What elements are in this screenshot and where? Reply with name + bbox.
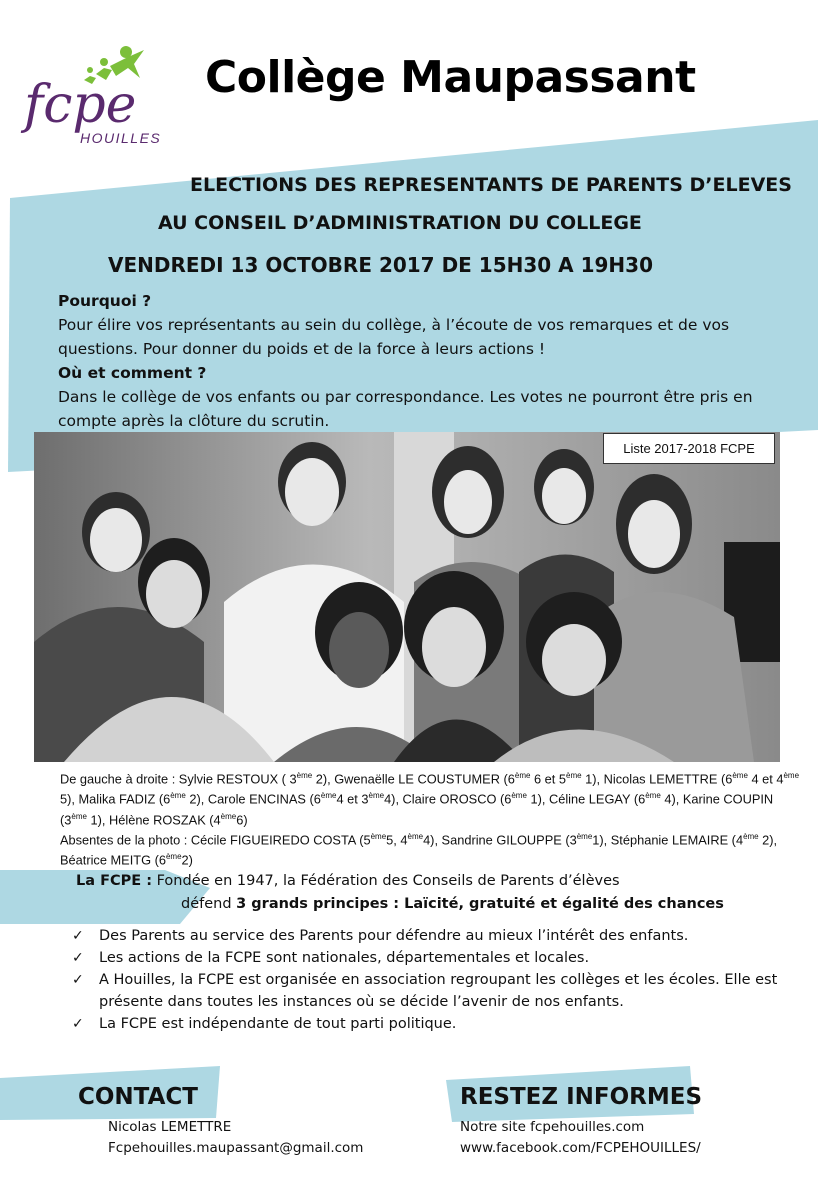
svg-text:fcpe: fcpe: [24, 75, 137, 135]
date-heading: VENDREDI 13 OCTOBRE 2017 DE 15H30 A 19H30: [108, 253, 653, 277]
list-item: ✓ Les actions de la FCPE sont nationales, départementales et locales.: [72, 947, 812, 969]
photo-tag: Liste 2017-2018 FCPE: [603, 433, 775, 464]
list-item: ✓ Des Parents au service des Parents pour défendre au mieux l’intérêt des enfants.: [72, 925, 812, 947]
fcpe-bullets: [72, 925, 812, 1035]
caption-line-present: De gauche à droite : Sylvie RESTOUX ( 3ème 2), Gwenaëlle LE COUSTUMER (6ème 6 et 5ème 1), Nicolas LEMETTRE (6ème 4 et 4ème 5), Malika FADIZ (6ème 2), Carole ENCINAS (6ème4 et 3ème4), Claire OROSCO (6ème 1), Céline LEGAY (6ème 4), Karine COUPIN (3ème 1), Hélène ROSZAK (4ème6): [60, 771, 800, 827]
website-link[interactable]: Notre site fcpehouilles.com: [460, 1119, 645, 1135]
list-item: ✓ La FCPE est indépendante de tout parti politique.: [72, 1013, 812, 1035]
check-icon: ✓: [72, 1016, 84, 1032]
fcpe-label: La FCPE :: [76, 873, 152, 889]
photo-caption: [60, 767, 800, 868]
where-label: Où et comment ?: [58, 364, 207, 382]
fcpe-intro: [76, 873, 620, 889]
where-text: Dans le collège de vos enfants ou par correspondance. Les votes ne pourront être pris en compte après la clôture du scrutin.: [58, 388, 753, 430]
election-heading: ELECTIONS DES REPRESENTANTS DE PARENTS D’ELEVES: [190, 174, 792, 196]
why-label: Pourquoi ?: [58, 292, 152, 310]
why-text: Pour élire vos représentants au sein du collège, à l’écoute de vos remarques et de vos questions. Pour donner du poids et de la force à leurs actions !: [58, 316, 730, 358]
fcpe-logo: [18, 40, 188, 150]
page-title: Collège Maupassant: [205, 52, 696, 103]
fcpe-defends: défend: [181, 896, 237, 912]
council-heading: AU CONSEIL D’ADMINISTRATION DU COLLEGE: [158, 212, 642, 234]
list-item: ✓ A Houilles, la FCPE est organisée en association regroupant les collèges et les écoles. Elle est présente dans toutes les instances où se décide l’avenir de nos enfants.: [72, 969, 812, 1013]
group-photo: [34, 432, 780, 762]
facebook-link[interactable]: www.facebook.com/FCPEHOUILLES/: [460, 1140, 701, 1156]
contact-email[interactable]: Fcpehouilles.maupassant@gmail.com: [108, 1140, 364, 1156]
fcpe-principles-text: 3 grands principes : Laïcité, gratuité et égalité des chances: [236, 896, 724, 912]
check-icon: ✓: [72, 972, 84, 988]
news-title: RESTEZ INFORMES: [460, 1084, 703, 1110]
svg-text:HOUILLES: HOUILLES: [80, 130, 162, 146]
check-icon: ✓: [72, 950, 84, 966]
contact-title: CONTACT: [78, 1084, 198, 1110]
caption-line-absent: Absentes de la photo : Cécile FIGUEIREDO COSTA (5ème5, 4ème4), Sandrine GILOUPPE (3ème1), Stéphanie LEMAIRE (4ème 2), Béatrice MEITG (6ème2): [60, 831, 778, 868]
fcpe-intro-text: Fondée en 1947, la Fédération des Conseils de Parents d’élèves: [152, 873, 620, 889]
fcpe-principles: [181, 896, 724, 912]
contact-name: Nicolas LEMETTRE: [108, 1119, 232, 1135]
check-icon: ✓: [72, 928, 84, 944]
